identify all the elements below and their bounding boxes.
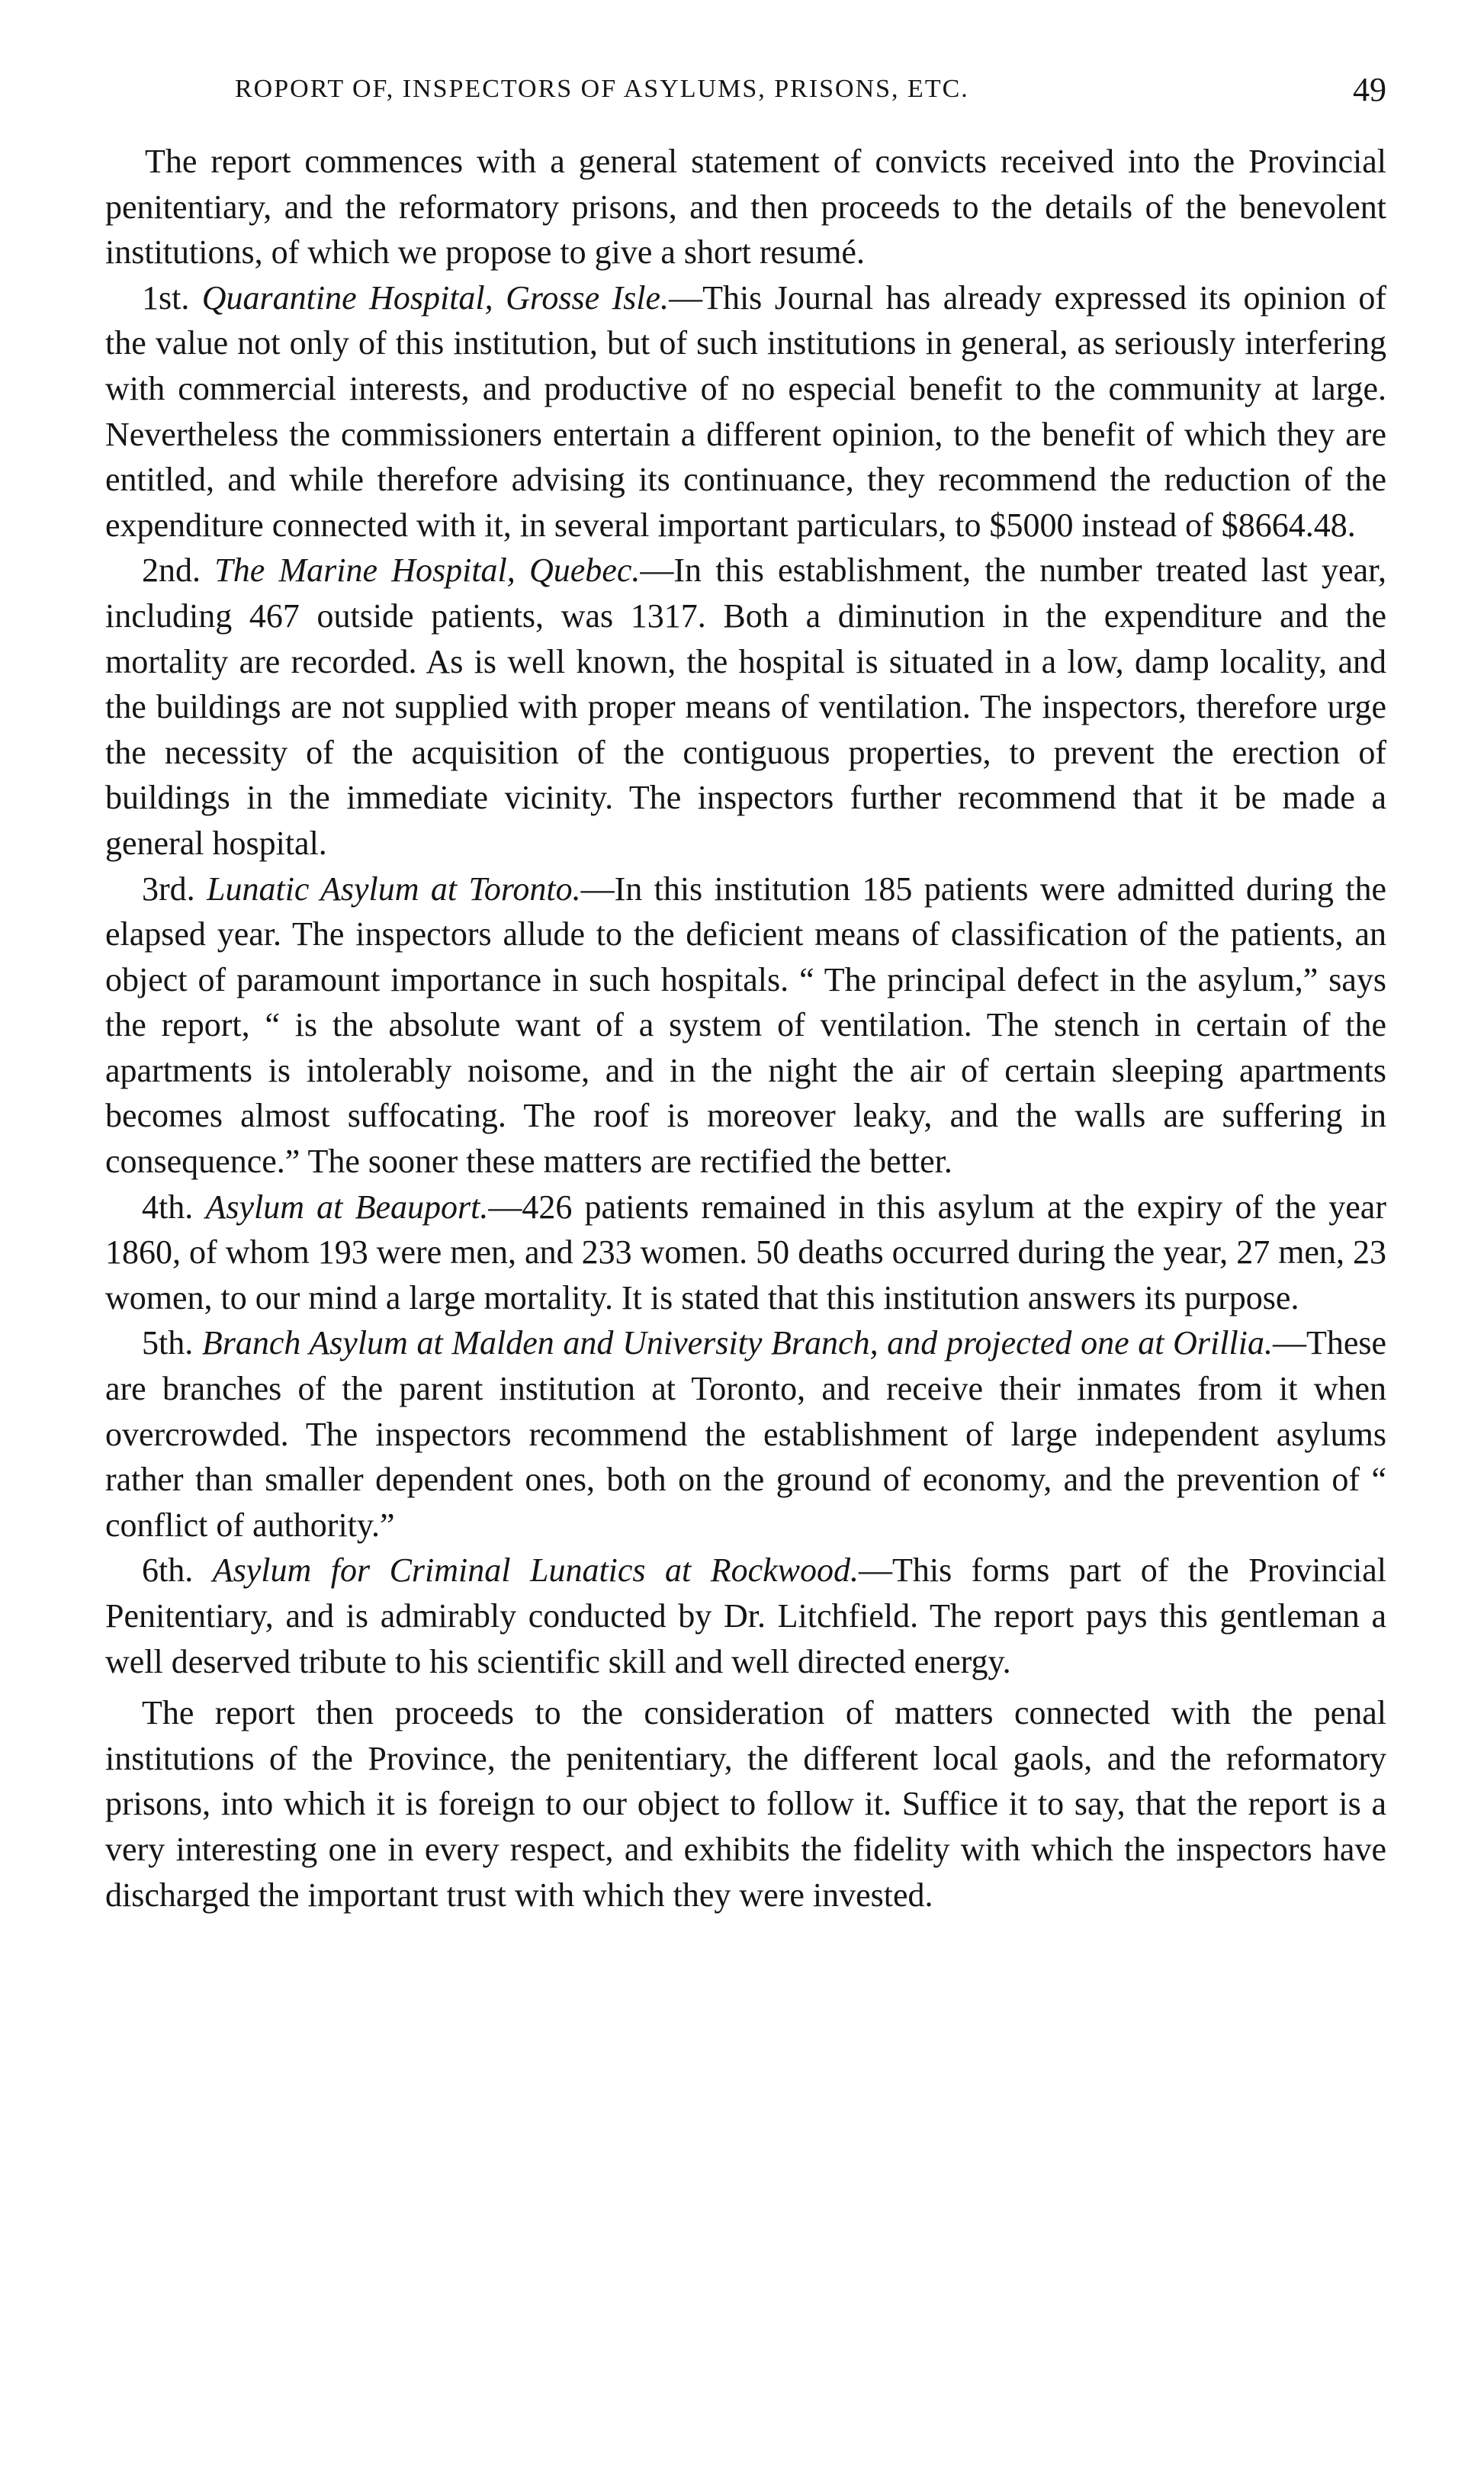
- page-number: 49: [1353, 71, 1386, 108]
- section-title: The Marine Hospital, Quebec.: [214, 551, 641, 590]
- section-title: Branch Asylum at Malden and University Branch, and projected one at Orillia.: [201, 1324, 1273, 1362]
- paragraph-text: —This Journal has already expressed its opinion of the value not only of this institution, but of such institutions in general, as seriously interfering with commercial interests, and productive of no especial benefit to the community at large. Nevertheless the commissioners entertain a different opinion, to the benefit of which they are entitled, and while therefore advising its continuance, they recommend the reduction of the expenditure connected with it, in several important particulars, to $5000 instead of $8664.48.: [105, 278, 1387, 544]
- section-title: Lunatic Asylum at Toronto.: [207, 870, 581, 908]
- article-body: [105, 139, 1386, 1918]
- section-paragraph-1st: [105, 275, 1386, 548]
- running-head: ROPORT OF, INSPECTORS OF ASYLUMS, PRISONS, ETC.: [235, 75, 969, 103]
- section-paragraph-6th: [105, 1548, 1386, 1684]
- section-paragraph-2nd: [105, 548, 1386, 866]
- paragraph-text: —These are branches of the parent institution at Toronto, and receive their inmates from it when overcrowded. The inspectors recommend the establishment of large independent asylums rather than smaller dependent ones, both on the ground of economy, and the prevention of “ conflict of authority.”: [105, 1324, 1387, 1544]
- section-paragraph-3rd: [105, 866, 1386, 1185]
- paragraph-text: The report then proceeds to the consideration of matters connected with the penal institutions of the Province, the penitentiary, the different local gaols, and the reformatory prisons, into which it is foreign to our object to follow it. Suffice it to say, that the report is a very interesting one in every respect, and exhibits the fidelity with which the inspectors have discharged the important trust with which they were invested.: [105, 1694, 1386, 1914]
- paragraph-lead: 2nd.: [142, 551, 201, 590]
- paragraph-lead: 3rd.: [142, 870, 195, 908]
- section-title: Asylum at Beauport.: [205, 1188, 489, 1226]
- paragraph-lead: 6th.: [142, 1551, 194, 1590]
- paragraph-lead: 1st.: [142, 278, 190, 317]
- section-title: Quarantine Hospital, Grosse Isle.: [201, 278, 670, 317]
- section-paragraph-5th: [105, 1320, 1386, 1548]
- paragraph-text: —In this institution 185 patients were admitted during the elapsed year. The inspectors allude to the deficient means of classification of the patients, an object of paramount importance in such hospitals. “ The principal defect in the asylum,” says the report, “ is the absolute want of a system of ventilation. The stench in certain of the apartments is intolerably noisome, and in the night the air of certain sleeping apartments becomes almost suffocating. The roof is moreover leaky, and the walls are suffering in consequence.” The sooner these matters are rectified the better.: [105, 870, 1387, 1181]
- paragraph-text: —426 patients remained in this asylum at the expiry of the year 1860, of whom 193 were men, and 233 women. 50 deaths occurred during the year, 27 men, 23 women, to our mind a large mortality. It is stated that this institution answers its purpose.: [105, 1188, 1386, 1317]
- paragraph-text: The report commences with a general statement of convicts received into the Provincial penitentiary, and the reformatory prisons, and then proceeds to the details of the benevolent institutions, of which we propose to give a short resumé.: [105, 143, 1386, 272]
- paragraph-lead: 5th.: [142, 1324, 194, 1362]
- section-paragraph-4th: [105, 1185, 1386, 1321]
- paragraph-lead: 4th.: [142, 1188, 194, 1226]
- paragraph-text: —In this establishment, the number treated last year, including 467 outside patients, was 1317. Both a diminution in the expenditure and the mortality are recorded. As is well known, the hospital is situated in a low, damp locality, and the buildings are not supplied with proper means of ventilation. The inspectors, therefore urge the necessity of the acquisition of the contiguous properties, to prevent the erection of buildings in the immediate vicinity. The inspectors further recommend that it be made a general hospital.: [105, 551, 1387, 862]
- intro-paragraph: [105, 139, 1386, 275]
- section-title: Asylum for Criminal Lunatics at Rockwood.: [212, 1551, 859, 1590]
- closing-paragraph: [105, 1690, 1386, 1918]
- paragraph-text: —This forms part of the Provincial Penitentiary, and is admirably conducted by Dr. Litchfield. The report pays this gentleman a well deserved tribute to his scientific skill and well directed energy.: [105, 1551, 1386, 1680]
- page-header: [105, 70, 1386, 116]
